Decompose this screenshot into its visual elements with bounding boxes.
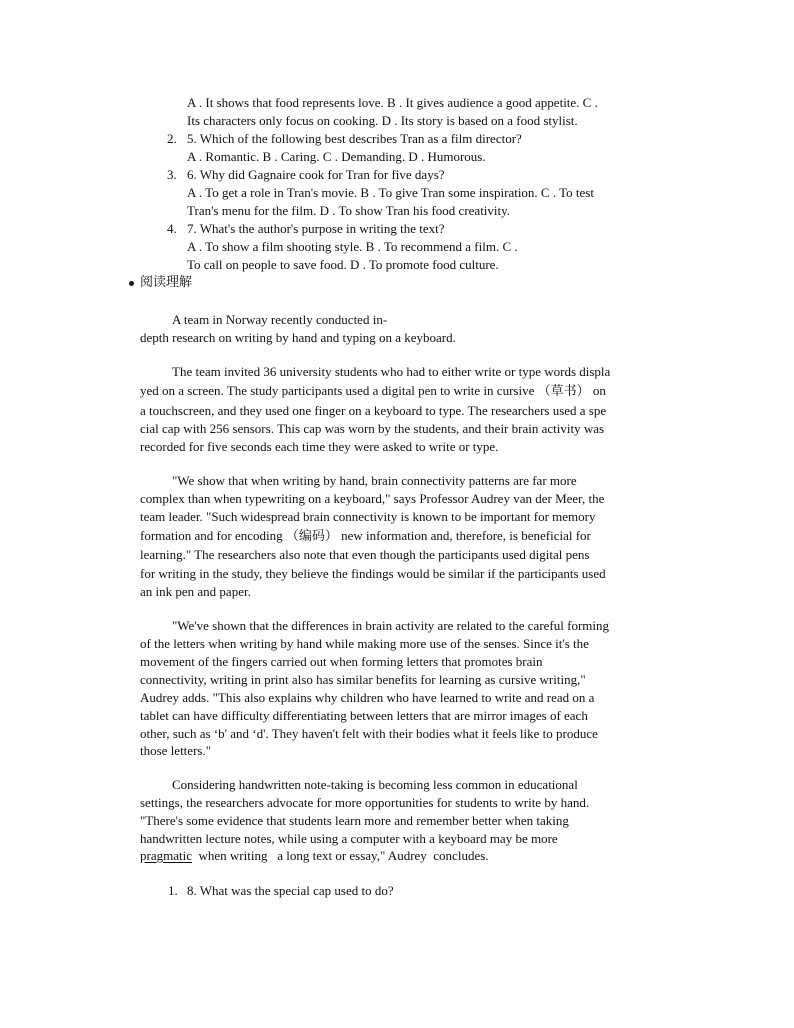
passage-p4-line-6: tablet can have difficulty differentiating between letters that are mirror images of each: [140, 708, 588, 723]
q7-option-line-2: To call on people to save food. D . To promote food culture.: [187, 257, 499, 272]
passage-p2-line-1: The team invited 36 university students who had to either write or type words displa: [172, 364, 611, 379]
passage-p5-line-5-rest: when writing a long text or essay," Audrey concludes.: [191, 848, 489, 863]
passage-p5-line-5: [140, 847, 489, 865]
passage-p3-line-7: an ink pen and paper.: [140, 584, 251, 599]
section-title: 阅读理解: [140, 275, 193, 290]
q7-number: 4.: [167, 221, 177, 236]
passage-p4-line-8: those letters.": [140, 743, 212, 758]
passage-p3-line-6: for writing in the study, they believe the findings would be similar if the participants used: [140, 566, 606, 581]
passage-p5-line-1: Considering handwritten note-taking is becoming less common in educational: [172, 777, 578, 792]
passage-p4-line-5: Audrey adds. "This also explains why children who have learned to write and read on a: [140, 690, 595, 705]
passage-p4-line-3: movement of the fingers carried out when forming letters that promotes brain: [140, 654, 543, 669]
q5-stem: 5. Which of the following best describes Tran as a film director?: [187, 131, 522, 146]
q4-option-line-2: Its characters only focus on cooking. D . Its story is based on a food stylist.: [187, 113, 578, 128]
q6-option-line-1: A . To get a role in Tran's movie. B . To give Tran some inspiration. C . To test: [187, 185, 594, 200]
passage-p5-line-4: handwritten lecture notes, while using a computer with a keyboard may be more: [140, 831, 558, 846]
q7-option-line-1: A . To show a film shooting style. B . To recommend a film. C .: [187, 239, 518, 254]
passage-p3-line-5: learning." The researchers also note that even though the participants used digital pens: [140, 547, 590, 562]
q4-option-line-1: A . It shows that food represents love. B . It gives audience a good appetite. C .: [187, 95, 598, 110]
passage-p2-line-4: cial cap with 256 sensors. This cap was worn by the students, and their brain activity was: [140, 421, 605, 436]
passage-p5-line-3: "There's some evidence that students learn more and remember better when taking: [140, 813, 569, 828]
q6-number: 3.: [167, 167, 177, 182]
q8-stem: 8. What was the special cap used to do?: [187, 883, 394, 898]
q5-number: 2.: [167, 131, 177, 146]
q5-options: A . Romantic. B . Caring. C . Demanding. D . Humorous.: [187, 149, 486, 164]
passage-p3-line-2: complex than when typewriting on a keyboard," says Professor Audrey van der Meer, the: [140, 491, 605, 506]
section-bullet-icon: [129, 281, 134, 286]
q8-number: 1.: [168, 883, 178, 898]
passage-p5-line-2: settings, the researchers advocate for more opportunities for students to write by hand.: [140, 795, 590, 810]
passage-p4-line-1: "We've shown that the differences in brain activity are related to the careful forming: [172, 618, 609, 633]
passage-p4-line-2: of the letters when writing by hand while making more use of the senses. Since it's the: [140, 636, 589, 651]
passage-p1-line-1: A team in Norway recently conducted in-: [172, 312, 388, 327]
passage-p2-line-3: a touchscreen, and they used one finger on a keyboard to type. The researchers used a spe: [140, 403, 607, 418]
q7-stem: 7. What's the author's purpose in writing the text?: [187, 221, 445, 236]
passage-p3-line-3: team leader. "Such widespread brain connectivity is known to be important for memory: [140, 509, 596, 524]
passage-p2-line-5: recorded for five seconds each time they were asked to write or type.: [140, 439, 499, 454]
passage-p4-line-4: connectivity, writing in print also has similar benefits for learning as cursive writing,": [140, 672, 586, 687]
q6-stem: 6. Why did Gagnaire cook for Tran for five days?: [187, 167, 445, 182]
pragmatic-underlined-word: pragmatic: [140, 848, 192, 863]
passage-p4-line-7: other, such as ‘b' and ‘d'. They haven't felt with their bodies what it feels like to produce: [140, 726, 598, 741]
passage-p3-line-4: formation and for encoding （编码） new information and, therefore, is beneficial for: [140, 528, 591, 543]
passage-p3-line-1: "We show that when writing by hand, brain connectivity patterns are far more: [172, 473, 577, 488]
passage-p1-line-2: depth research on writing by hand and typing on a keyboard.: [140, 330, 456, 345]
q6-option-line-2: Tran's menu for the film. D . To show Tran his food creativity.: [187, 203, 511, 218]
passage-p2-line-2: yed on a screen. The study participants used a digital pen to write in cursive （草书） on: [140, 383, 606, 398]
